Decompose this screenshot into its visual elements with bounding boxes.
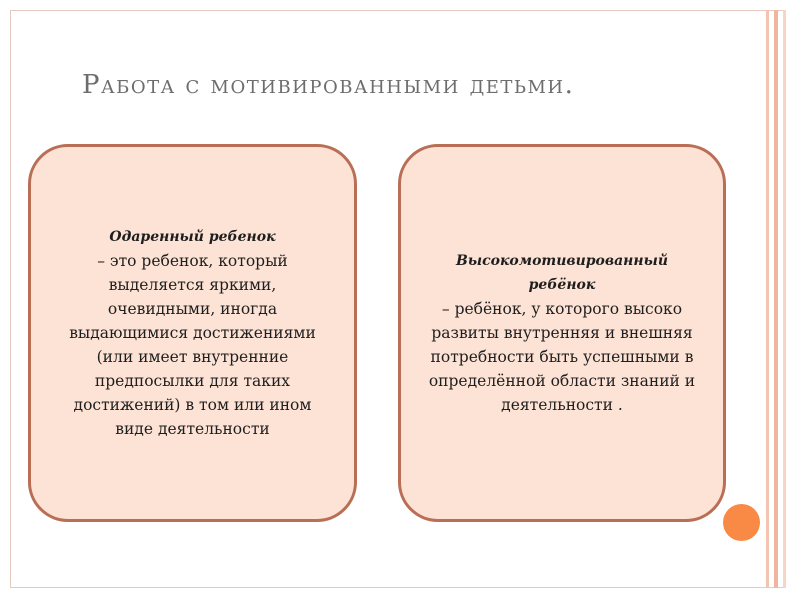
- card-gifted-child: [28, 144, 357, 522]
- decorative-stripes: [766, 10, 786, 588]
- card-highly-motivated-child: [398, 144, 726, 522]
- card-term: Высокомотивированный ребёнок: [456, 253, 668, 293]
- slide-title: Работа с мотивированными детьми.: [82, 70, 575, 100]
- orange-circle-decoration: [723, 504, 760, 541]
- card-description: – это ребенок, который выделяется яркими, очевидными, иногда выдающимися достижениями (или имеет внутренние предпосылки для таких достижений) в том или ином виде деятельности: [69, 252, 316, 438]
- card-description: – ребёнок, у которого высоко развиты внутренняя и внешняя потребности быть успешными в определённой области знаний и деятельности .: [428, 300, 696, 414]
- card-term: Одаренный ребенок: [109, 229, 276, 245]
